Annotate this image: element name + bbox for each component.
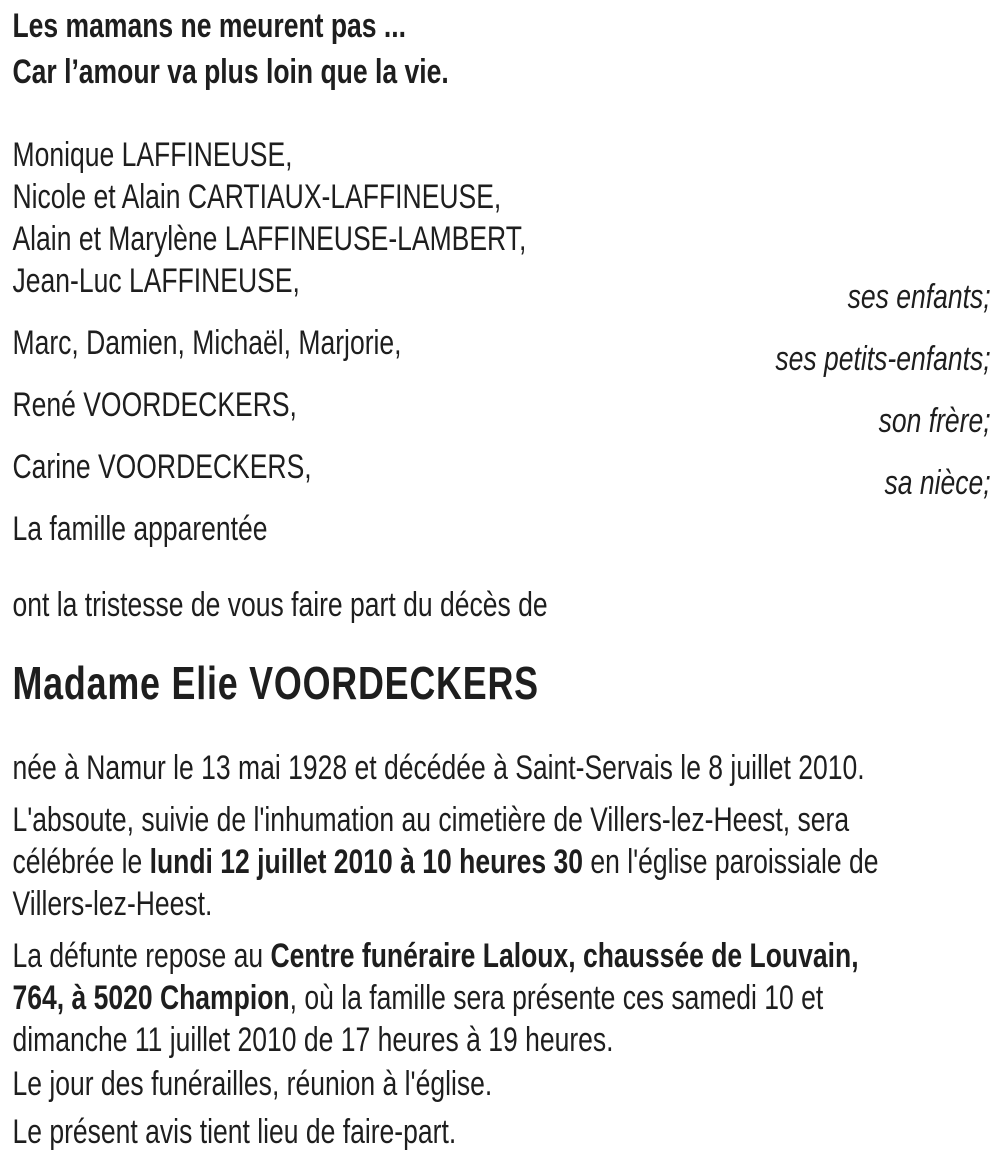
family-group [12, 446, 990, 504]
bold-text-segment: 764, à 5020 Champion [12, 979, 290, 1017]
paragraph-line [12, 1111, 990, 1153]
paragraph-p1 [12, 747, 990, 789]
family-name: Nicole et Alain CARTIAUX-LAFFINEUSE, [12, 178, 502, 216]
text-segment: L'absoute, suivie de l'inhumation au cimetière de Villers-lez-Heest, sera [12, 801, 850, 839]
paragraph-p3 [12, 935, 990, 1061]
bold-text-segment: lundi 12 juillet 2010 à 10 heures 30 [149, 843, 583, 881]
relation-label: son frère; [878, 402, 991, 440]
text-segment: Villers-lez-Heest. [12, 885, 213, 923]
text-segment: Le jour des funérailles, réunion à l'église. [12, 1065, 493, 1103]
relation-label: ses enfants; [847, 278, 991, 316]
deceased-name: Madame Elie VOORDECKERS [12, 657, 539, 709]
family-name: Jean-Luc LAFFINEUSE, [12, 262, 300, 300]
relation-label: ses petits-enfants; [775, 340, 991, 378]
paragraph-line [12, 1019, 990, 1061]
announcement-text: ont la tristesse de vous faire part du décès de [12, 586, 548, 624]
family-group [12, 134, 990, 318]
family-list [12, 134, 990, 550]
notice-paragraphs [12, 747, 990, 1153]
family-name: René VOORDECKERS, [12, 386, 297, 424]
paragraph-line [12, 1063, 990, 1105]
text-segment: en l'église paroissiale de [582, 843, 879, 881]
family-group [12, 384, 990, 442]
paragraph-line [12, 747, 990, 789]
family-name: Carine VOORDECKERS, [12, 448, 312, 486]
bold-text-segment: Centre funéraire Laloux, chaussée de Louvain, [270, 937, 859, 975]
family-name: Monique LAFFINEUSE, [12, 136, 293, 174]
text-segment: dimanche 11 juillet 2010 de 17 heures à 19 heures. [12, 1021, 614, 1059]
text-segment: La défunte repose au [12, 937, 271, 975]
paragraph-p2 [12, 799, 990, 925]
epigraph-line-1: Les mamans ne meurent pas ... [12, 7, 407, 45]
paragraph-line [12, 935, 990, 977]
text-segment: née à Namur le 13 mai 1928 et décédée à Saint-Servais le 8 juillet 2010. [12, 749, 865, 787]
relation-label: sa nièce; [884, 464, 991, 502]
family-name: La famille apparentée [12, 510, 268, 548]
paragraph-p4 [12, 1063, 990, 1105]
paragraph-line [12, 883, 990, 925]
paragraph-p5 [12, 1111, 990, 1153]
family-name: Alain et Marylène LAFFINEUSE-LAMBERT, [12, 220, 527, 258]
epigraph-line-2: Car l’amour va plus loin que la vie. [12, 53, 449, 91]
family-name: Marc, Damien, Michaël, Marjorie, [12, 324, 402, 362]
text-segment: , où la famille sera présente ces samedi 10 et [289, 979, 824, 1017]
paragraph-line [12, 799, 990, 841]
epigraph [12, 0, 990, 95]
paragraph-line [12, 977, 990, 1019]
paragraph-line [12, 841, 990, 883]
family-group [12, 322, 990, 380]
text-segment: célébrée le [12, 843, 150, 881]
family-group [12, 508, 990, 550]
text-segment: Le présent avis tient lieu de faire-part. [12, 1113, 457, 1151]
